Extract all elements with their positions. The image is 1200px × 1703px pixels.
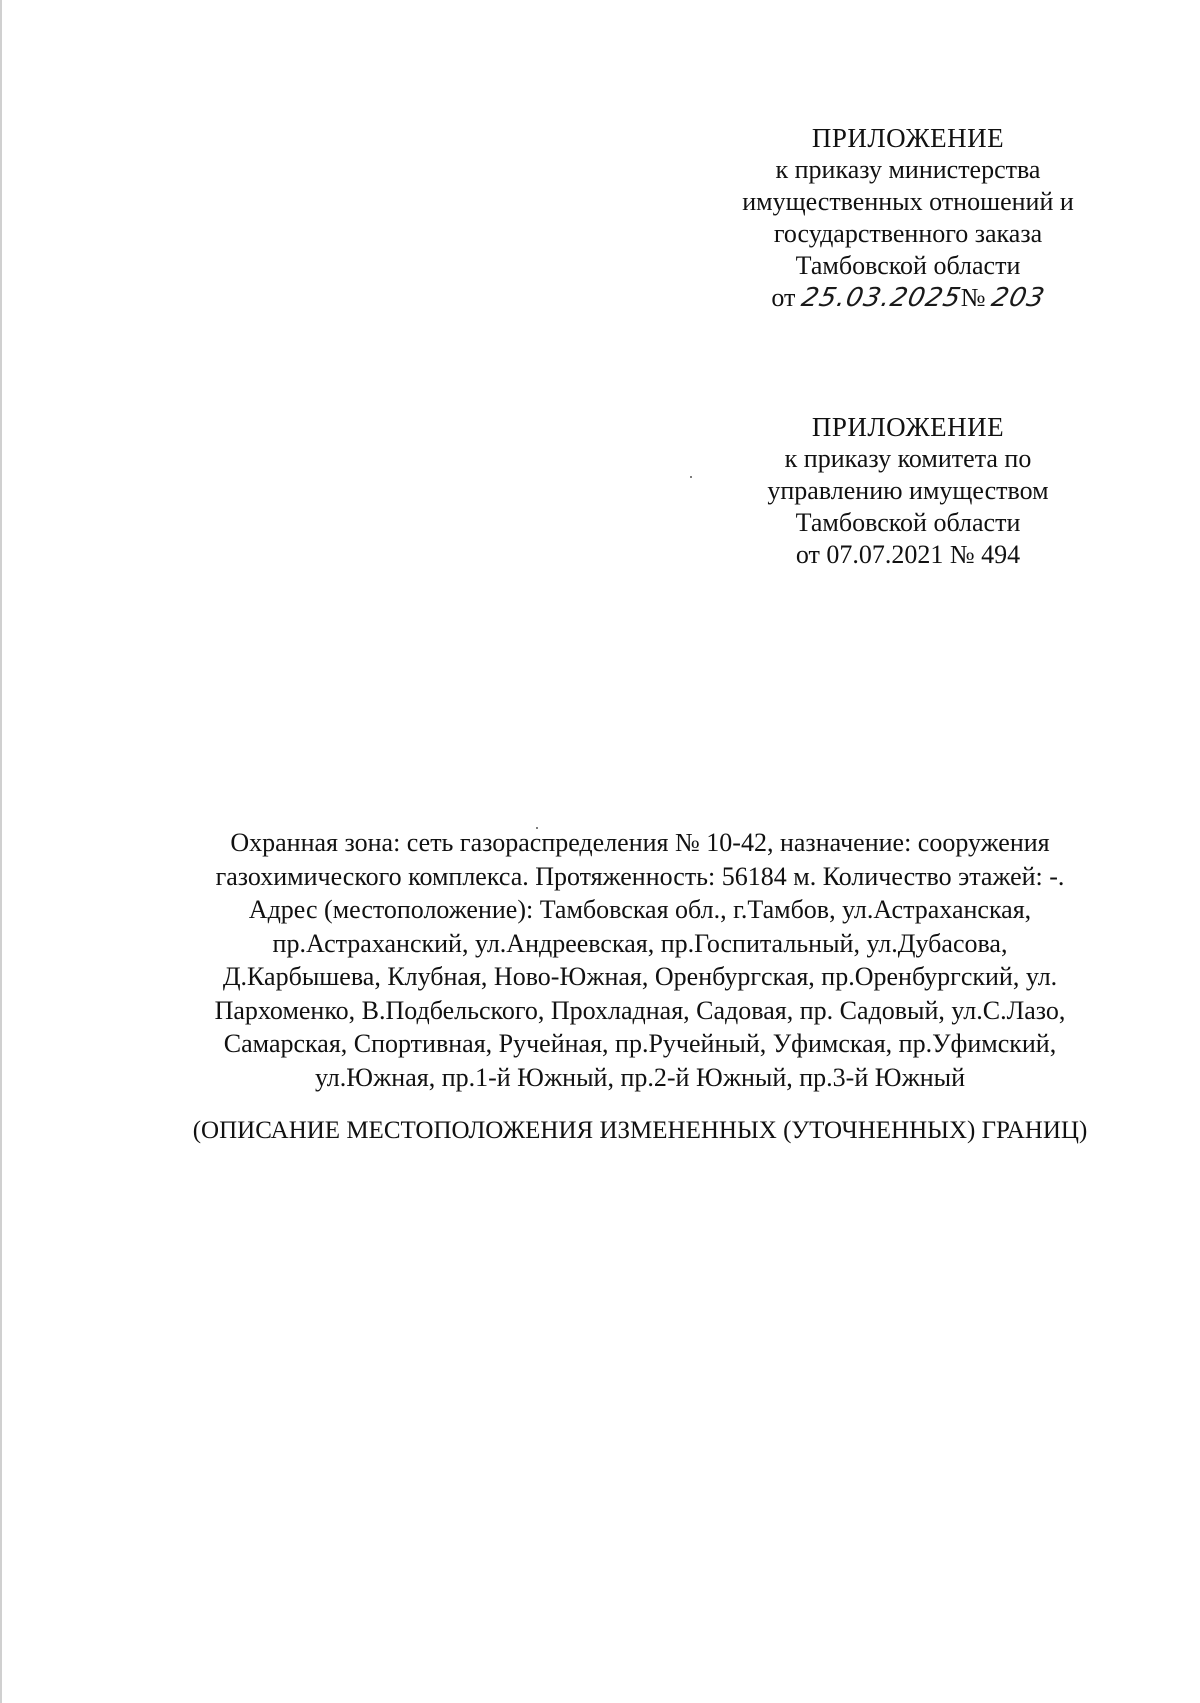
- appendix-previous-line-4: от 07.07.2021 № 494: [795, 540, 1021, 569]
- scan-speck: [690, 476, 692, 478]
- appendix-current-date-line: [722, 282, 1094, 314]
- description-line: Пархоменко, В.Подбельского, Прохладная, Садовая, пр. Садовый, ул.С.Лазо,: [214, 995, 1066, 1025]
- description-line: Д.Карбышева, Клубная, Ново-Южная, Оренбургская, пр.Оренбургский, ул.: [222, 962, 1058, 991]
- handwritten-date: 25.03.2025: [798, 283, 964, 313]
- appendix-current-line-4: Тамбовской области: [795, 251, 1021, 280]
- appendix-current-line-2: имущественных отношений и: [742, 187, 1074, 216]
- appendix-current-line-1: к приказу министерства: [775, 155, 1041, 184]
- number-prefix: №: [960, 283, 986, 312]
- description-line: Адрес (местоположение): Тамбовская обл., г.Тамбов, ул.Астраханская,: [248, 895, 1032, 924]
- description-line: газохимического комплекса. Протяженность: 56184 м. Количество этажей: -.: [215, 861, 1065, 891]
- appendix-current-title: ПРИЛОЖЕНИЕ: [811, 123, 1005, 153]
- description-line: пр.Астраханский, ул.Андреевская, пр.Госпитальный, ул.Дубасова,: [272, 928, 1008, 958]
- handwritten-number: 203: [988, 283, 1048, 313]
- appendix-previous-title: ПРИЛОЖЕНИЕ: [811, 412, 1005, 442]
- description-line: Самарская, Спортивная, Ручейная, пр.Ручейный, Уфимская, пр.Уфимский,: [223, 1029, 1057, 1058]
- appendix-previous-block: [736, 411, 1080, 571]
- object-description: [160, 826, 1120, 1094]
- section-heading: (ОПИСАНИЕ МЕСТОПОЛОЖЕНИЯ ИЗМЕНЕННЫХ (УТОЧНЕННЫХ) ГРАНИЦ): [192, 1117, 1088, 1144]
- scan-edge: [0, 0, 2, 1703]
- appendix-previous-line-3: Тамбовской области: [795, 508, 1021, 537]
- appendix-previous-line-2: управлению имуществом: [767, 476, 1049, 505]
- description-line: Охранная зона: сеть газораспределения № 10-42, назначение: сооружения: [230, 828, 1050, 857]
- appendix-current-block: [722, 122, 1094, 314]
- appendix-previous-line-1: к приказу комитета по: [784, 444, 1032, 473]
- description-line: ул.Южная, пр.1-й Южный, пр.2-й Южный, пр.3-й Южный: [314, 1062, 966, 1092]
- date-prefix: от: [771, 283, 796, 312]
- appendix-current-line-3: государственного заказа: [773, 219, 1043, 248]
